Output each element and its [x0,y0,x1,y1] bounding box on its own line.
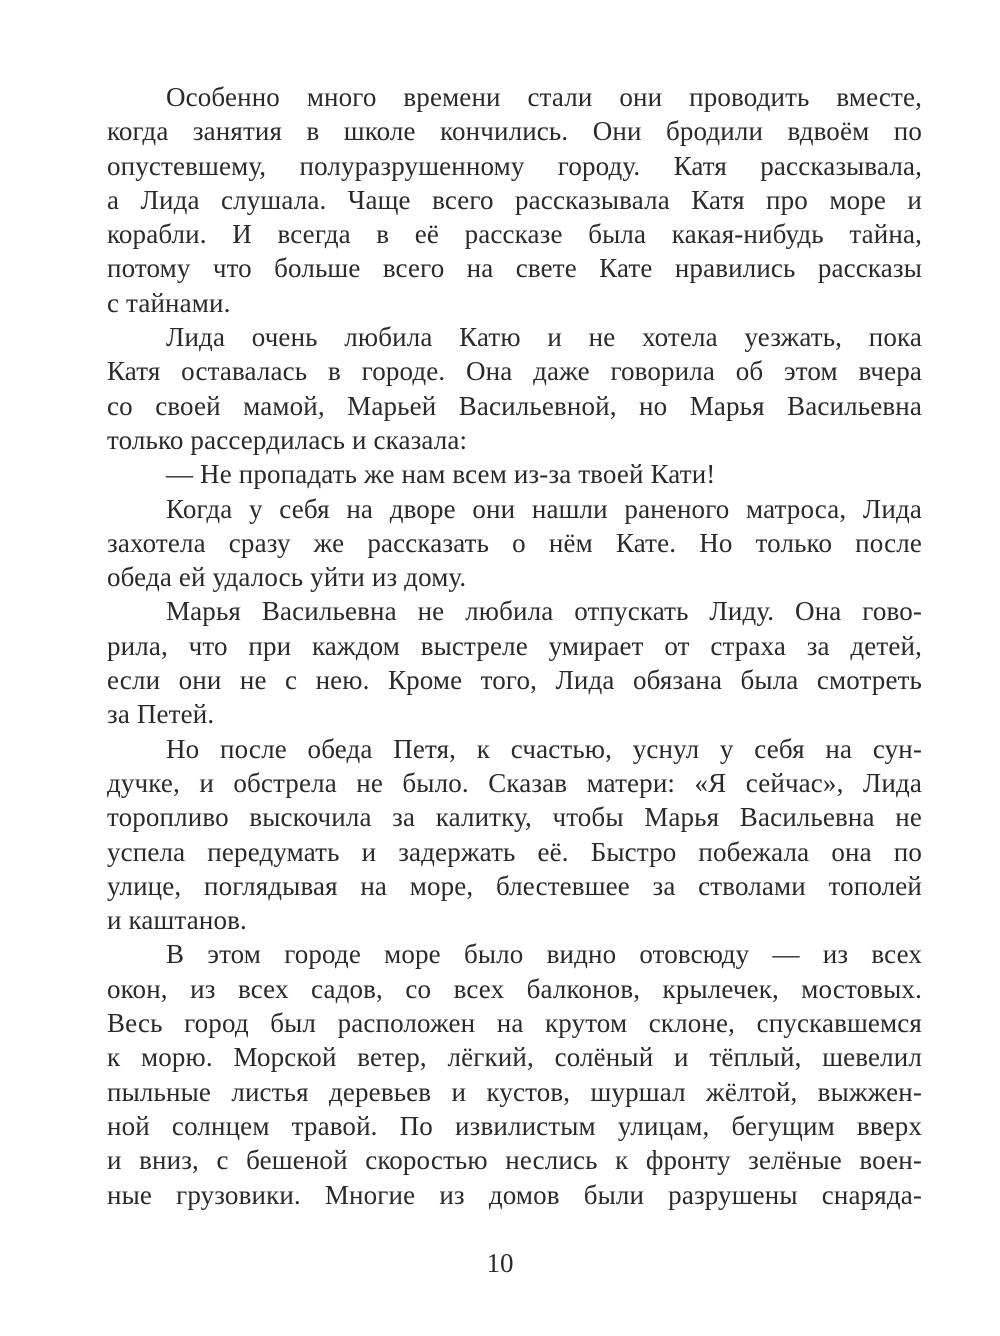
text-line: и вниз, с бешеной скоростью неслись к фронту зелёные воен- [107,1145,922,1176]
text-line: ной солнцем травой. По извилистым улицам, бегущим вверх [107,1110,922,1141]
text-line: обеда ей удалось уйти из дому. [107,562,467,593]
text-line: пыльные листья деревьев и кустов, шуршал жёлтой, выжжен- [107,1076,922,1107]
text-line: потому что больше всего на свете Кате нравились рассказы [107,253,922,284]
text-line: и каштанов. [107,905,247,936]
text-line: когда занятия в школе кончились. Они бродили вдвоём по [107,116,922,147]
text-line: захотела сразу же рассказать о нём Кате. Но только после [107,527,922,558]
text-line: Весь город был расположен на крутом склоне, спускавшемся [107,1008,922,1039]
text-line: торопливо выскочила за калитку, чтобы Марья Васильевна не [107,802,922,833]
text-line: Но после обеда Петя, к счастью, уснул у себя на сун- [166,733,922,764]
text-line: а Лида слушала. Чаще всего рассказывала Катя про море и [107,184,922,215]
text-line: к морю. Морской ветер, лёгкий, солёный и тёплый, шевелил [107,1042,922,1073]
page-number: 10 [486,1248,514,1278]
text-line: успела передумать и задержать её. Быстро побежала она по [107,836,922,867]
text-line: Лида очень любила Катю и не хотела уезжать, пока [166,322,922,353]
text-line: дучке, и обстрела не было. Сказав матери: «Я сейчас», Лида [107,767,922,798]
text-line: рила, что при каждом выстреле умирает от страха за детей, [107,630,922,661]
text-line: только рассердилась и сказала: [107,424,468,455]
text-line: корабли. И всегда в её рассказе была какая-нибудь тайна, [107,219,922,250]
text-line: Когда у себя на дворе они нашли раненого матроса, Лида [166,493,922,524]
text-line: ные грузовики. Многие из домов были разрушены снаряда- [107,1179,922,1210]
text-line: В этом городе море было видно отовсюду — из всех [166,939,922,970]
text-line: с тайнами. [107,287,231,318]
text-line: окон, из всех садов, со всех балконов, крылечек, мостовых. [107,973,922,1004]
text-line: опустевшему, полуразрушенному городу. Катя рассказывала, [107,150,922,181]
text-line: со своей мамой, Марьей Васильевной, но Марья Васильевна [107,390,922,421]
text-line: — Не пропадать же нам всем из-за твоей Кати! [166,459,716,490]
text-line: за Петей. [107,699,215,730]
text-line: Катя оставалась в городе. Она даже говорила об этом вчера [107,356,922,387]
text-line: если они не с нею. Кроме того, Лида обязана была смотреть [107,665,922,696]
text-line: Марья Васильевна не любила отпускать Лиду. Она гово- [166,596,922,627]
body-text [107,80,922,1212]
text-line: улице, поглядывая на море, блестевшее за стволами тополей [107,870,922,901]
text-line: Особенно много времени стали они проводить вместе, [166,82,922,112]
